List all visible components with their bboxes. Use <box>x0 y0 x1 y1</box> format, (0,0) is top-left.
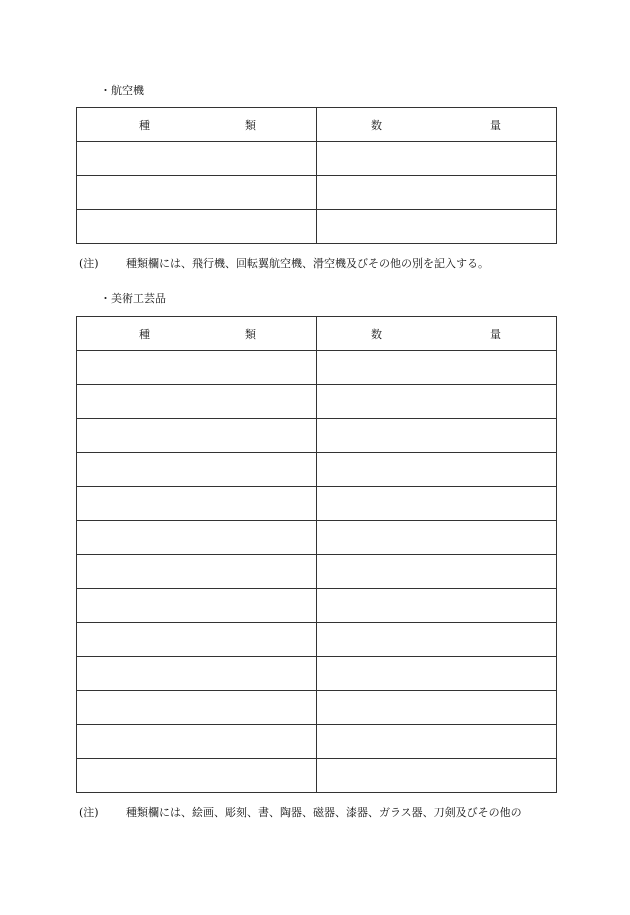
header-char: 類 <box>245 118 256 132</box>
table-header-row <box>77 317 557 351</box>
table-row <box>77 691 557 725</box>
type-cell[interactable] <box>77 521 317 555</box>
table-row <box>77 176 557 210</box>
table-row <box>77 725 557 759</box>
quantity-cell[interactable] <box>317 691 557 725</box>
header-char: 種 <box>139 118 150 132</box>
quantity-cell[interactable] <box>317 210 557 244</box>
table-row <box>77 623 557 657</box>
quantity-cell[interactable] <box>317 351 557 385</box>
quantity-cell[interactable] <box>317 521 557 555</box>
table-header-row <box>77 108 557 142</box>
type-cell[interactable] <box>77 419 317 453</box>
quantity-cell[interactable] <box>317 555 557 589</box>
quantity-cell[interactable] <box>317 589 557 623</box>
table-row <box>77 385 557 419</box>
type-cell[interactable] <box>77 142 317 176</box>
aircraft-table <box>76 107 557 244</box>
art-table <box>76 316 557 793</box>
header-char: 数 <box>371 118 382 132</box>
type-cell[interactable] <box>77 691 317 725</box>
type-cell[interactable] <box>77 351 317 385</box>
table-row <box>77 210 557 244</box>
type-cell[interactable] <box>77 589 317 623</box>
type-cell[interactable] <box>77 555 317 589</box>
table-row <box>77 657 557 691</box>
type-column-header <box>77 108 317 142</box>
type-column-header <box>77 317 317 351</box>
type-cell[interactable] <box>77 725 317 759</box>
quantity-cell[interactable] <box>317 142 557 176</box>
table-row <box>77 759 557 793</box>
type-cell[interactable] <box>77 176 317 210</box>
quantity-column-header <box>317 108 557 142</box>
table-row <box>77 555 557 589</box>
type-cell[interactable] <box>77 487 317 521</box>
quantity-cell[interactable] <box>317 176 557 210</box>
header-char: 類 <box>245 327 256 341</box>
quantity-cell[interactable] <box>317 657 557 691</box>
type-cell[interactable] <box>77 453 317 487</box>
note-label: (注) <box>79 806 99 819</box>
table-row <box>77 453 557 487</box>
table-row <box>77 142 557 176</box>
note-text: 種類欄には、絵画、彫刻、書、陶器、磁器、漆器、ガラス器、刀剣及びその他の <box>126 806 522 819</box>
quantity-column-header <box>317 317 557 351</box>
quantity-cell[interactable] <box>317 487 557 521</box>
table-row <box>77 351 557 385</box>
header-char: 量 <box>490 118 501 132</box>
table-row <box>77 487 557 521</box>
quantity-cell[interactable] <box>317 453 557 487</box>
aircraft-section-heading: ・航空機 <box>100 84 144 97</box>
table-row <box>77 521 557 555</box>
type-cell[interactable] <box>77 623 317 657</box>
note-text: 種類欄には、飛行機、回転翼航空機、滑空機及びその他の別を記入する。 <box>126 257 489 270</box>
table-row <box>77 589 557 623</box>
quantity-cell[interactable] <box>317 725 557 759</box>
quantity-cell[interactable] <box>317 385 557 419</box>
quantity-cell[interactable] <box>317 623 557 657</box>
type-cell[interactable] <box>77 385 317 419</box>
header-char: 種 <box>139 327 150 341</box>
type-cell[interactable] <box>77 759 317 793</box>
art-note <box>79 806 522 820</box>
quantity-cell[interactable] <box>317 419 557 453</box>
header-char: 数 <box>371 327 382 341</box>
table-row <box>77 419 557 453</box>
art-section-heading: ・美術工芸品 <box>100 292 166 305</box>
header-char: 量 <box>490 327 501 341</box>
note-label: (注) <box>79 257 99 270</box>
type-cell[interactable] <box>77 210 317 244</box>
type-cell[interactable] <box>77 657 317 691</box>
aircraft-note <box>79 257 489 271</box>
quantity-cell[interactable] <box>317 759 557 793</box>
